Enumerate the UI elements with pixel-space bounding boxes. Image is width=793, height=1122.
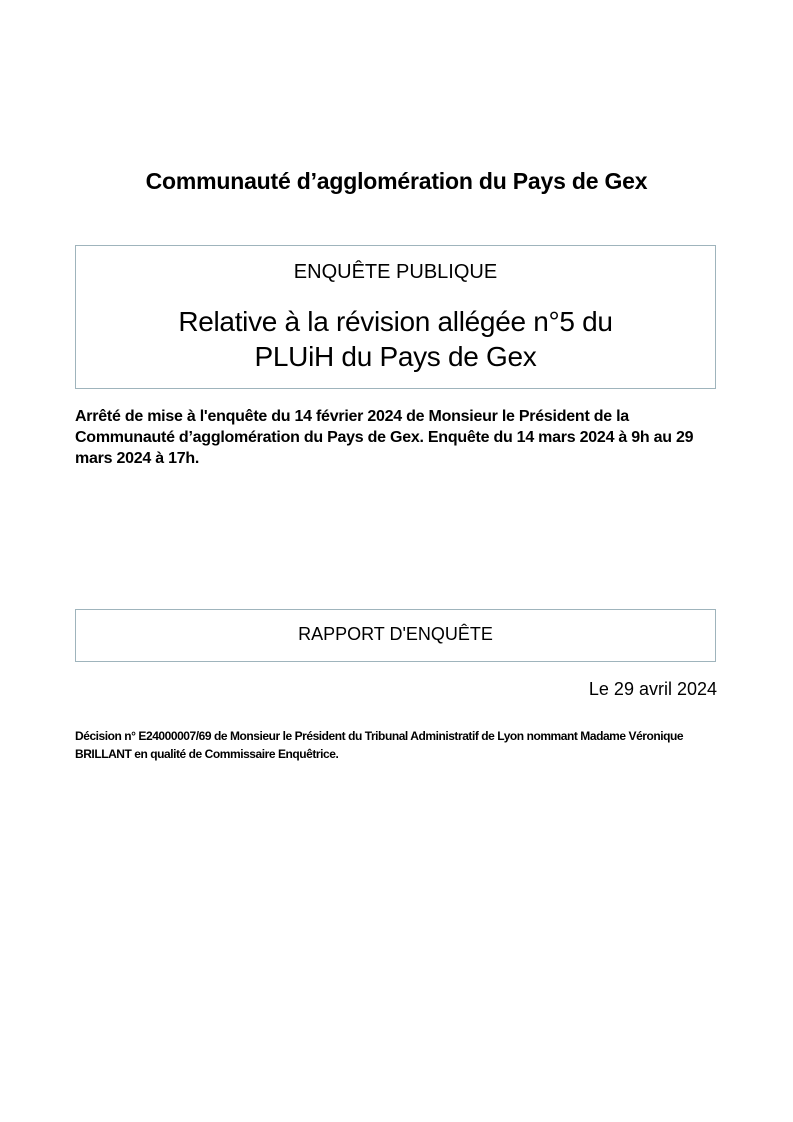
enquete-subject bbox=[106, 304, 685, 374]
enquete-publique-heading: ENQUÊTE PUBLIQUE bbox=[293, 261, 498, 283]
enquete-subject-line-2: PLUiH du Pays de Gex bbox=[254, 341, 537, 372]
rapport-box bbox=[75, 609, 716, 662]
organization-title: Communauté d’agglomération du Pays de Gex bbox=[145, 168, 648, 194]
decision-paragraph: Décision n° E24000007/69 de Monsieur le Président du Tribunal Administratif de Lyon nommant Madame Véronique BRILLANT en qualité de Commissaire Enquêtrice. bbox=[75, 729, 684, 761]
enquete-subject-line-1: Relative à la révision allégée n°5 du bbox=[178, 306, 613, 337]
enquete-publique-box bbox=[75, 245, 716, 389]
arrete-paragraph: Arrêté de mise à l'enquête du 14 février 2024 de Monsieur le Président de la Communauté d’agglomération du Pays de Gex. Enquête du 14 mars 2024 à 9h au 29 mars 2024 à 17h. bbox=[75, 408, 694, 467]
report-date: Le 29 avril 2024 bbox=[588, 679, 717, 699]
rapport-title: RAPPORT D'ENQUÊTE bbox=[298, 624, 493, 644]
